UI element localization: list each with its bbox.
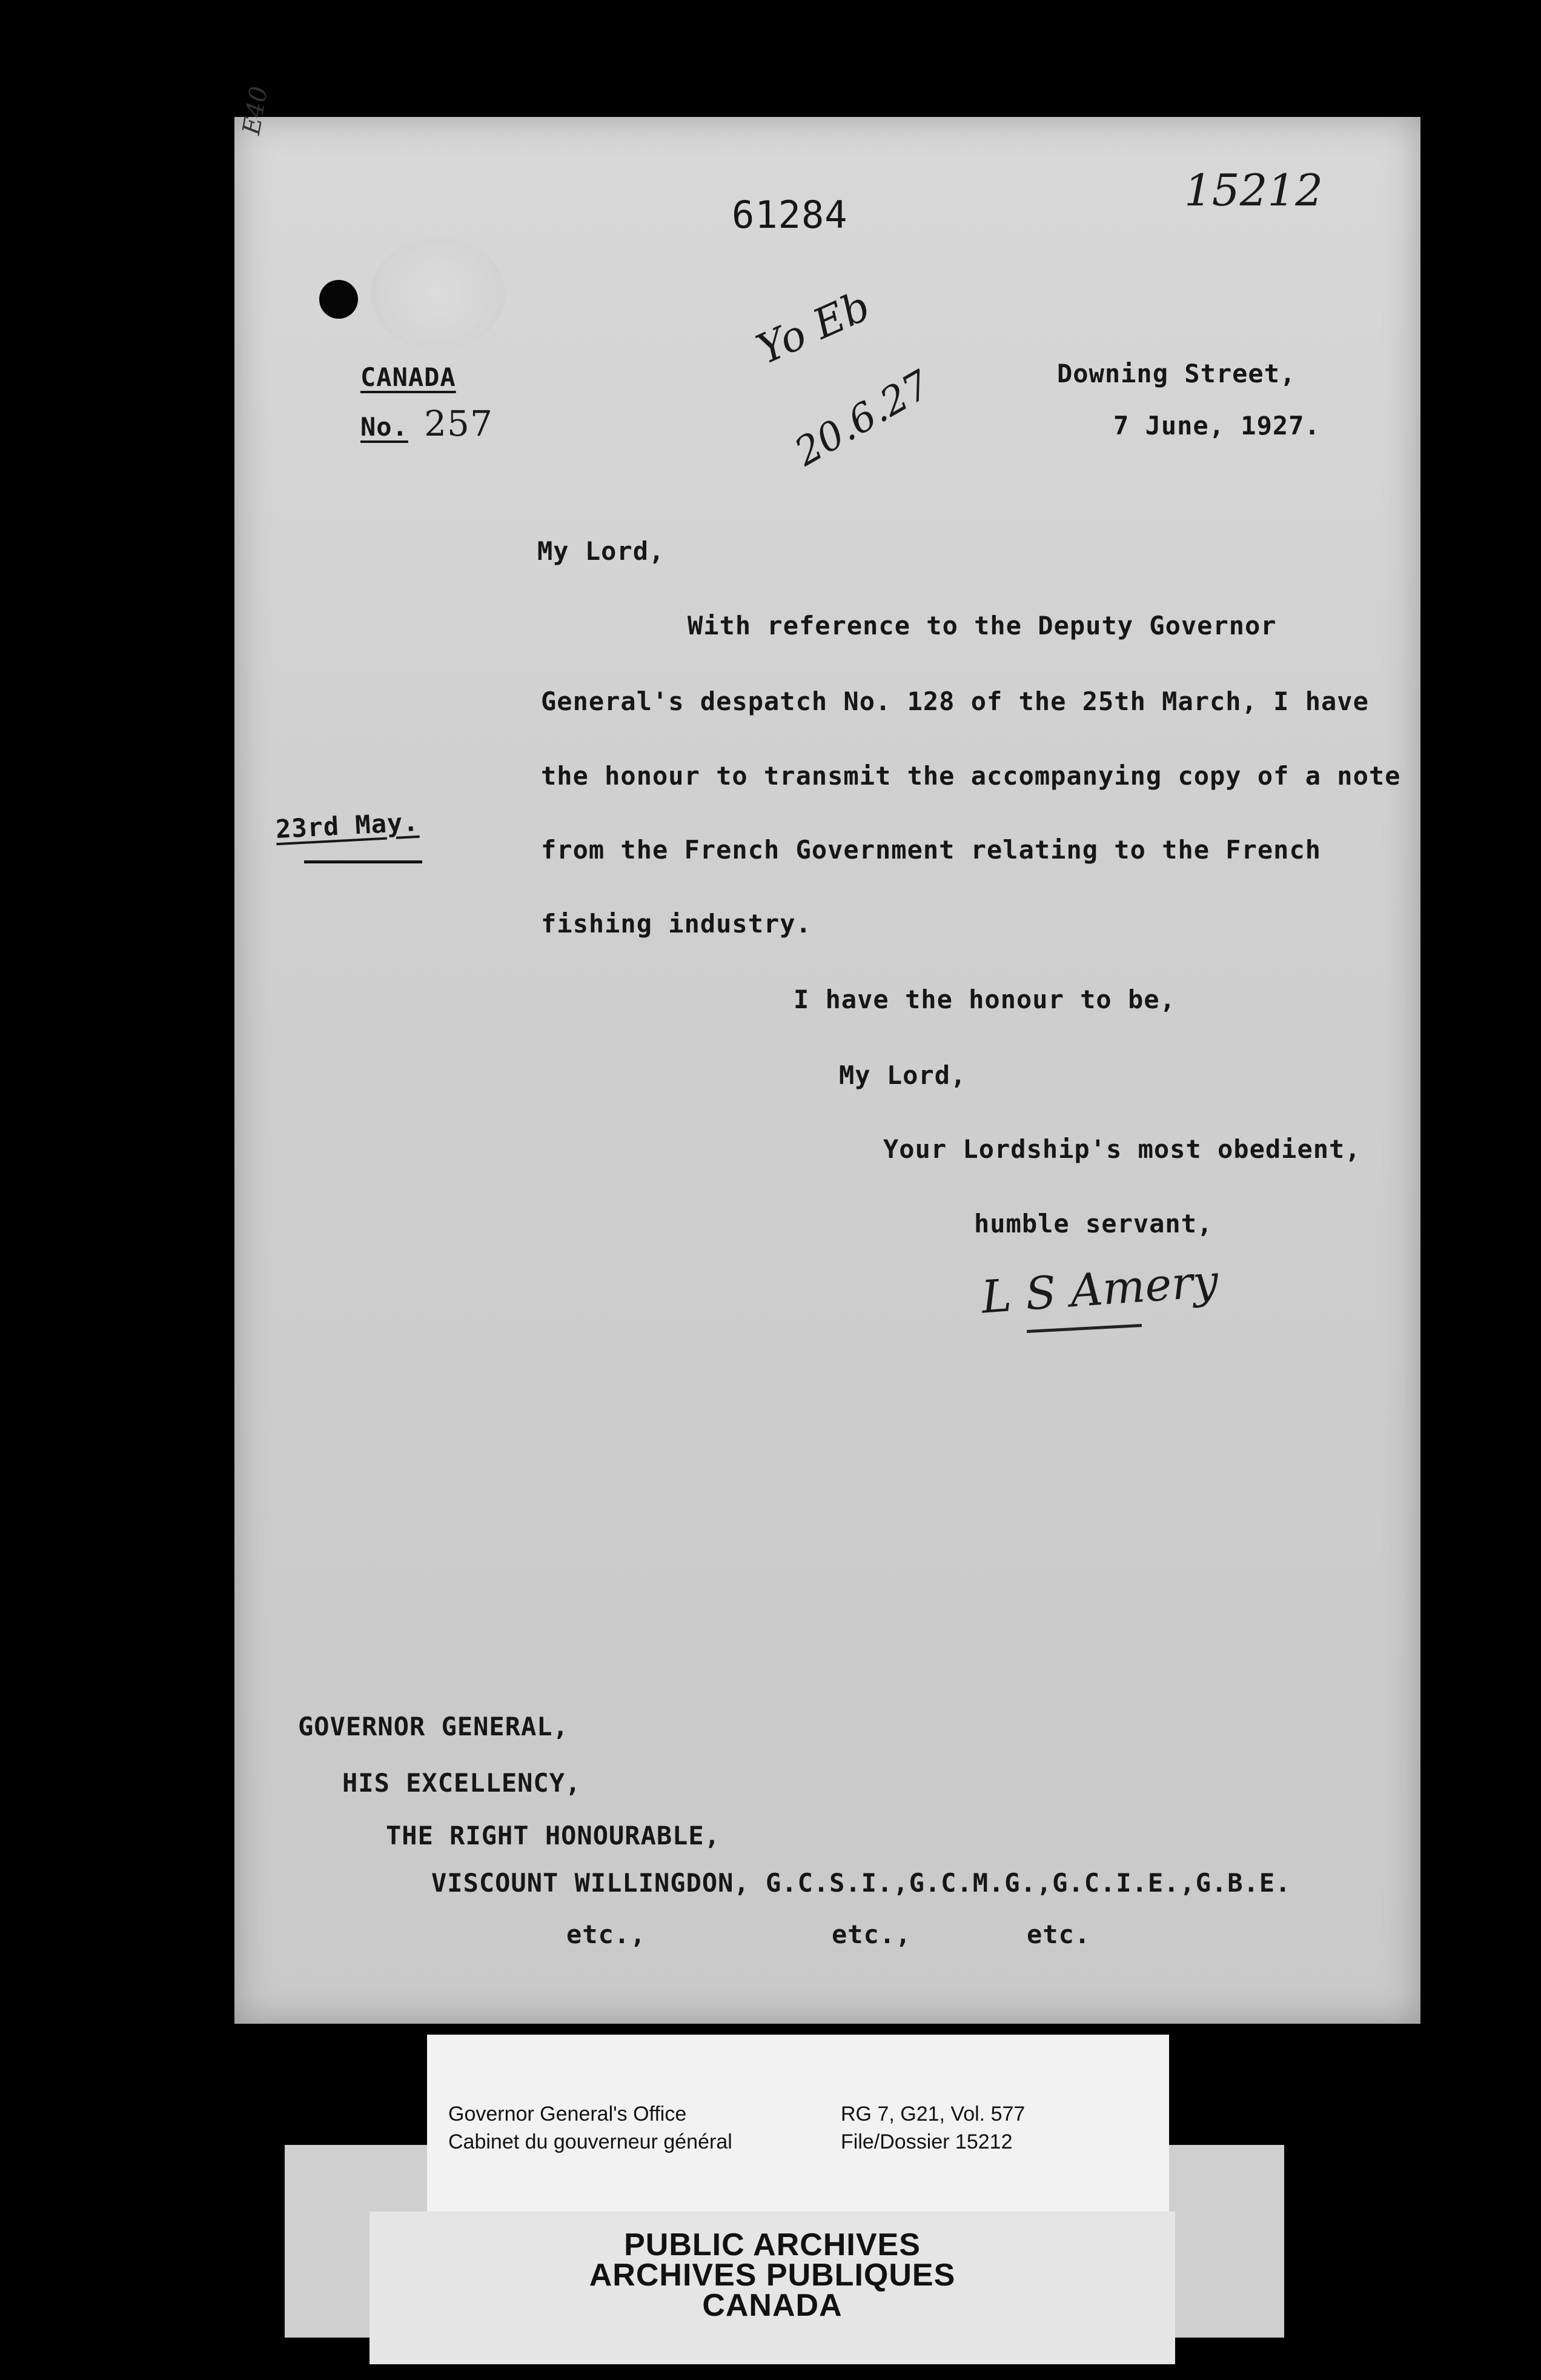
file-number-handwritten: 15212 (1184, 165, 1324, 216)
colony-heading: CANADA (360, 362, 456, 392)
office-name-en: Governor General's Office (448, 2102, 687, 2126)
salutation: My Lord, (537, 536, 665, 566)
addressee-line: THE RIGHT HONOURABLE, (386, 1821, 721, 1850)
closing-line: Your Lordship's most obedient, (883, 1134, 1361, 1164)
margin-note: 23rd May. (274, 806, 420, 845)
closing-line: I have the honour to be, (794, 985, 1176, 1014)
etc-text: etc., (832, 1920, 912, 1949)
stamp-line-en: PUBLIC ARCHIVES (624, 2227, 921, 2262)
body-line: the honour to transmit the accompanying copy of a note (541, 761, 1401, 791)
office-name-fr: Cabinet du gouverneur général (448, 2130, 732, 2153)
receipt-date-annotation: 20.6.27 (787, 362, 938, 476)
stamp-line-fr: ARCHIVES PUBLIQUES (589, 2258, 956, 2293)
punch-hole (319, 280, 358, 319)
body-line: from the French Government relating to the French (541, 835, 1322, 865)
corner-annotation: E40 (237, 84, 274, 137)
reference-number: 61284 (732, 193, 848, 237)
public-archives-stamp (370, 2212, 1175, 2364)
despatch-number (360, 403, 493, 444)
addressee-line: HIS EXCELLENCY, (342, 1768, 582, 1798)
signature: L S Amery (979, 1255, 1220, 1324)
body-line: fishing industry. (541, 909, 812, 939)
etc-text: etc. (1027, 1920, 1091, 1949)
body-line: With reference to the Deputy Governor (688, 611, 1277, 640)
body-line: General's despatch No. 128 of the 25th March, I have (541, 686, 1369, 716)
file-reference: File/Dossier 15212 (841, 2130, 1013, 2153)
despatch-number-value: 257 (424, 403, 493, 444)
addressee-line: GOVERNOR GENERAL, (298, 1712, 569, 1741)
etc-text: etc., (566, 1920, 646, 1949)
embossed-seal (371, 238, 505, 350)
sender-address: Downing Street, (1057, 359, 1296, 388)
closing-line: My Lord, (839, 1060, 967, 1090)
receipt-annotation: Yo Eb (750, 282, 878, 374)
margin-rule (304, 860, 422, 863)
record-group-reference: RG 7, G21, Vol. 577 (841, 2102, 1026, 2126)
archive-label (427, 2035, 1169, 2221)
closing-line: humble servant, (974, 1209, 1213, 1238)
letter-date: 7 June, 1927. (1113, 411, 1321, 440)
despatch-prefix: No. (360, 412, 408, 442)
stamp-line-country: CANADA (702, 2288, 843, 2323)
addressee-line: VISCOUNT WILLINGDON, G.C.S.I.,G.C.M.G.,G.C.I.E.,G.B.E. (431, 1868, 1291, 1898)
